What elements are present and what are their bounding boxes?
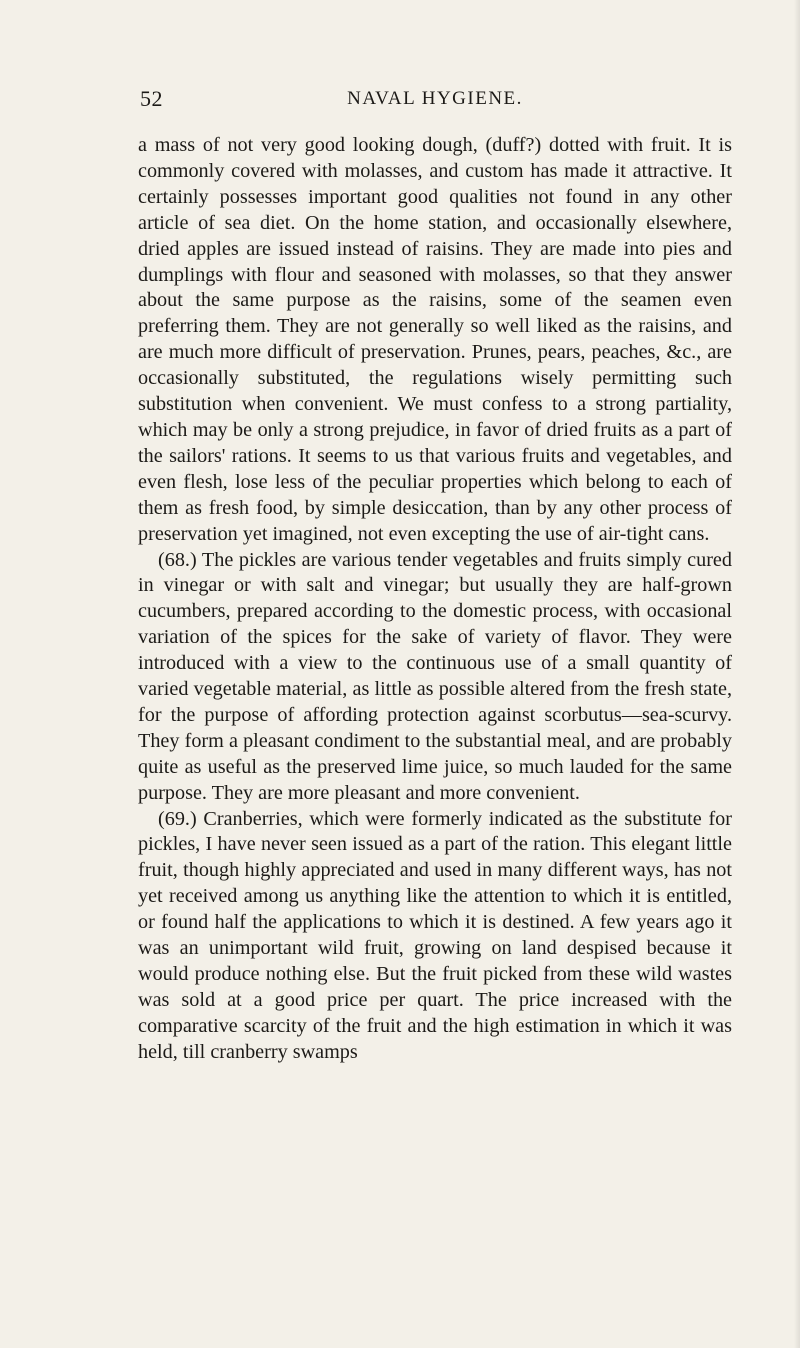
page-number: 52 (140, 86, 163, 111)
running-head: NAVAL HYGIENE. (347, 88, 523, 109)
body-text (138, 133, 732, 1066)
paragraph-68: (68.) The pickles are various tender vegetables and fruits simply cured in vinegar or with salt and vinegar; but usually they are half-grown cucumbers, prepared according to the domestic process, with occasional variation of the spices for the sake of variety of flavor. They were introduced with a view to the continuous use of a small quantity of varied vegetable material, as little as possible altered from the fresh state, for the purpose of affording protection against scorbutus—sea-scurvy. They form a pleasant condiment to the substantial meal, and are probably quite as useful as the preserved lime juice, so much lauded for the same purpose. They are more pleasant and more convenient. (138, 548, 732, 804)
page-header (140, 86, 730, 116)
page-edge-shadow (794, 0, 800, 1348)
paragraph-continued: a mass of not very good looking dough, (duff?) dotted with fruit. It is commonly covered with molasses, and custom has made it attractive. It certainly possesses important good qualities not found in any other article of sea diet. On the home station, and occasionally elsewhere, dried apples are issued instead of raisins. They are made into pies and dumplings with flour and seasoned with molasses, so that they answer about the same purpose as the raisins, some of the seamen even preferring them. They are not generally so well liked as the raisins, and are much more difficult of preservation. Prunes, pears, peaches, &c., are occasionally substituted, the regulations wisely permitting such substitution when convenient. We must confess to a strong partiality, which may be only a strong prejudice, in favor of dried fruits as a part of the sailors' rations. It seems to us that various fruits and vegetables, and even flesh, lose less of the peculiar properties which belong to each of them as fresh food, by simple desiccation, than by any other process of preservation yet imagined, not even excepting the use of air-tight cans. (138, 134, 732, 545)
paragraph-69: (69.) Cranberries, which were formerly indicated as the substitute for pickles, I have never seen issued as a part of the ration. This elegant little fruit, though highly appreciated and used in many different ways, has not yet received among us anything like the attention to which it is entitled, or found half the applications to which it is destined. A few years ago it was an unimportant wild fruit, growing on land despised because it would produce nothing else. But the fruit picked from these wild wastes was sold at a good price per quart. The price increased with the comparative scarcity of the fruit and the high estimation in which it was held, till cranberry swamps (138, 807, 732, 1063)
